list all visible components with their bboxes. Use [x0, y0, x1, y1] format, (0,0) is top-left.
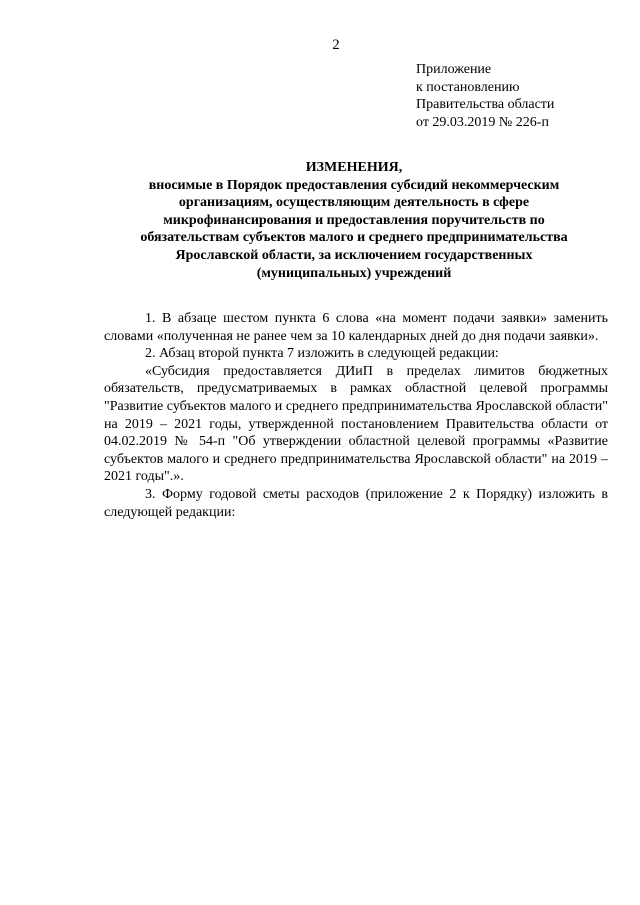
heading-line: (муниципальных) учреждений — [256, 265, 452, 281]
heading-line: микрофинансирования и предоставления поручительств по — [163, 212, 545, 228]
heading-line: вносимые в Порядок предоставления субсидий некоммерческим — [148, 177, 560, 193]
document-body — [104, 310, 608, 521]
heading-line: обязательствам субъектов малого и среднего предпринимательства — [140, 230, 568, 246]
paragraph-3: 3. Форму годовой сметы расходов (приложение 2 к Порядку) изложить в следующей редакции: — [104, 486, 608, 520]
appendix-line: Приложение — [416, 62, 492, 77]
appendix-line: от 29.03.2019 № 226-п — [416, 114, 549, 130]
paragraph-1: 1. В абзаце шестом пункта 6 слова «на момент подачи заявки» заменить словами «полученная не ранее чем за 10 календарных дней до дня подачи заявки». — [104, 311, 608, 344]
document-heading — [104, 159, 604, 282]
heading-line: Ярославской области, за исключением государственных — [175, 247, 533, 263]
heading-line: организациям, осуществляющим деятельность в сфере — [178, 195, 530, 211]
appendix-line: Правительства области — [416, 97, 555, 112]
appendix-line: к постановлению — [416, 79, 520, 95]
page-number: 2 — [332, 37, 340, 53]
paragraph-2: 2. Абзац второй пункта 7 изложить в следующей редакции: — [145, 346, 499, 362]
paragraph-2-quote: «Субсидия предоставляется ДИиП в пределах лимитов бюджетных обязательств, предусматриваемых в рамках областной целевой программы "Развитие субъектов малого и среднего предпринимательства Ярославской области" на 2019 – 2021 годы, утвержденной постановлением Правительства области от 04.02.2019 № 54-п "Об утверждении областной целевой программы «Развитие субъектов малого и среднего предпринимательства Ярославской области" на 2019 – 2021 годы".». — [104, 363, 608, 485]
document-title: ИЗМЕНЕНИЯ, — [305, 160, 403, 175]
appendix-block — [416, 61, 554, 131]
